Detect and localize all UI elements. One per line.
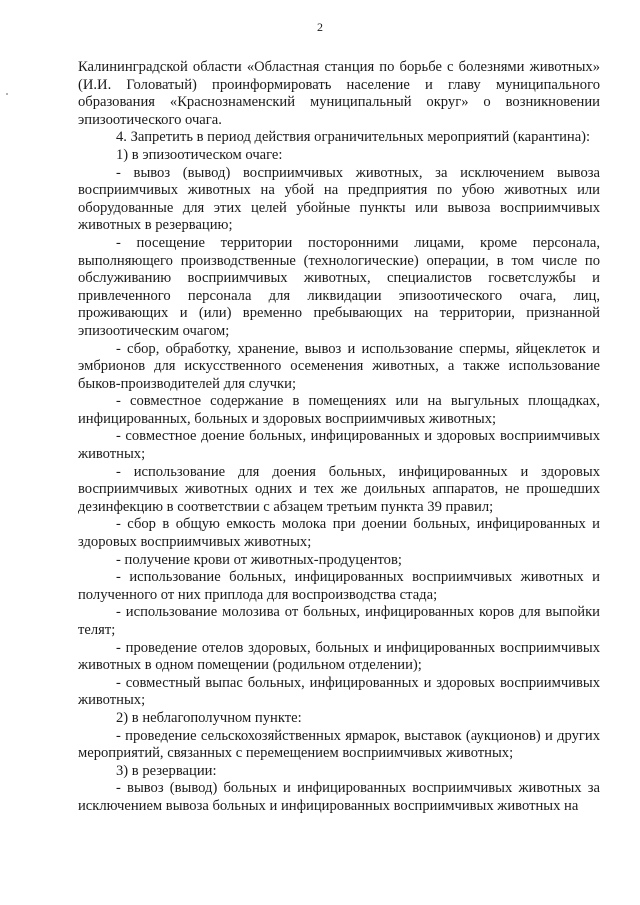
list-item: - посещение территории посторонними лицами, кроме персонала, выполняющего производственные (технологические) операции, в том числе по обслуживанию восприимчивых животных, специалистов госветслужбы и привлеченного персонала для ликвидации эпизоотического очага, лиц, проживающих и (или) временно пребывающих на территории, признанной эпизоотическим очагом; — [78, 234, 600, 339]
page-number: 2 — [317, 20, 323, 34]
list-item: - вывоз (вывод) восприимчивых животных, за исключением вывоза восприимчивых животных на убой на предприятия по убою животных или оборудованные для этих целей убойные пункты или вывоза восприимчивых животных в резервацию; — [78, 164, 600, 234]
list-item: - использование для доения больных, инфицированных и здоровых восприимчивых животных одних и тех же доильных аппаратов, не прошедших дезинфекцию в соответствии с абзацем третьим пункта 39 правил; — [78, 463, 600, 515]
paragraph-continuation: Калининградской области «Областная станция по борьбе с болезнями животных» (И.И. Головатый) проинформировать население и главу муниципального образования «Краснознаменский муниципальный округ» о возникновении эпизоотического очага. — [78, 59, 600, 128]
list-item: - проведение сельскохозяйственных ярмарок, выставок (аукционов) и других мероприятий, связанных с перемещением восприимчивых животных; — [78, 727, 600, 762]
list-item: - совместное содержание в помещениях или на выгульных площадках, инфицированных, больных и здоровых восприимчивых животных; — [78, 393, 600, 427]
list-item: - получение крови от животных-продуцентов; — [116, 551, 402, 568]
list-item: - использование молозива от больных, инфицированных коров для выпойки телят; — [78, 604, 600, 638]
list-item: - использование больных, инфицированных восприимчивых животных и полученного от них приплода для воспроизводства стада; — [78, 569, 600, 603]
subheading-unfavorable-point: 2) в неблагополучном пункте: — [116, 709, 302, 726]
list-item: - совместный выпас больных, инфицированных и здоровых восприимчивых животных; — [78, 674, 600, 709]
list-item: - сбор, обработку, хранение, вывоз и использование спермы, яйцеклеток и эмбрионов для искусственного осеменения животных, а также использование быков-производителей для случки; — [78, 340, 600, 392]
list-item: - совместное доение больных, инфицированных и здоровых восприимчивых животных; — [78, 428, 600, 463]
list-item: - проведение отелов здоровых, больных и инфицированных восприимчивых животных в одном помещении (родильном отделении); — [78, 639, 600, 674]
body-text — [78, 59, 600, 816]
list-item: - сбор в общую емкость молока при доении больных, инфицированных и здоровых восприимчивых животных; — [78, 516, 600, 551]
subheading-reservation: 3) в резервации: — [116, 762, 217, 779]
list-item: - вывоз (вывод) больных и инфицированных восприимчивых животных за исключением вывоза больных и инфицированных восприимчивых животных на — [78, 780, 600, 814]
paragraph-item-4: 4. Запретить в период действия ограничительных мероприятий (карантина): — [116, 129, 591, 146]
scan-speck — [6, 93, 8, 95]
subheading-epizootic-focus: 1) в эпизоотическом очаге: — [116, 146, 283, 163]
